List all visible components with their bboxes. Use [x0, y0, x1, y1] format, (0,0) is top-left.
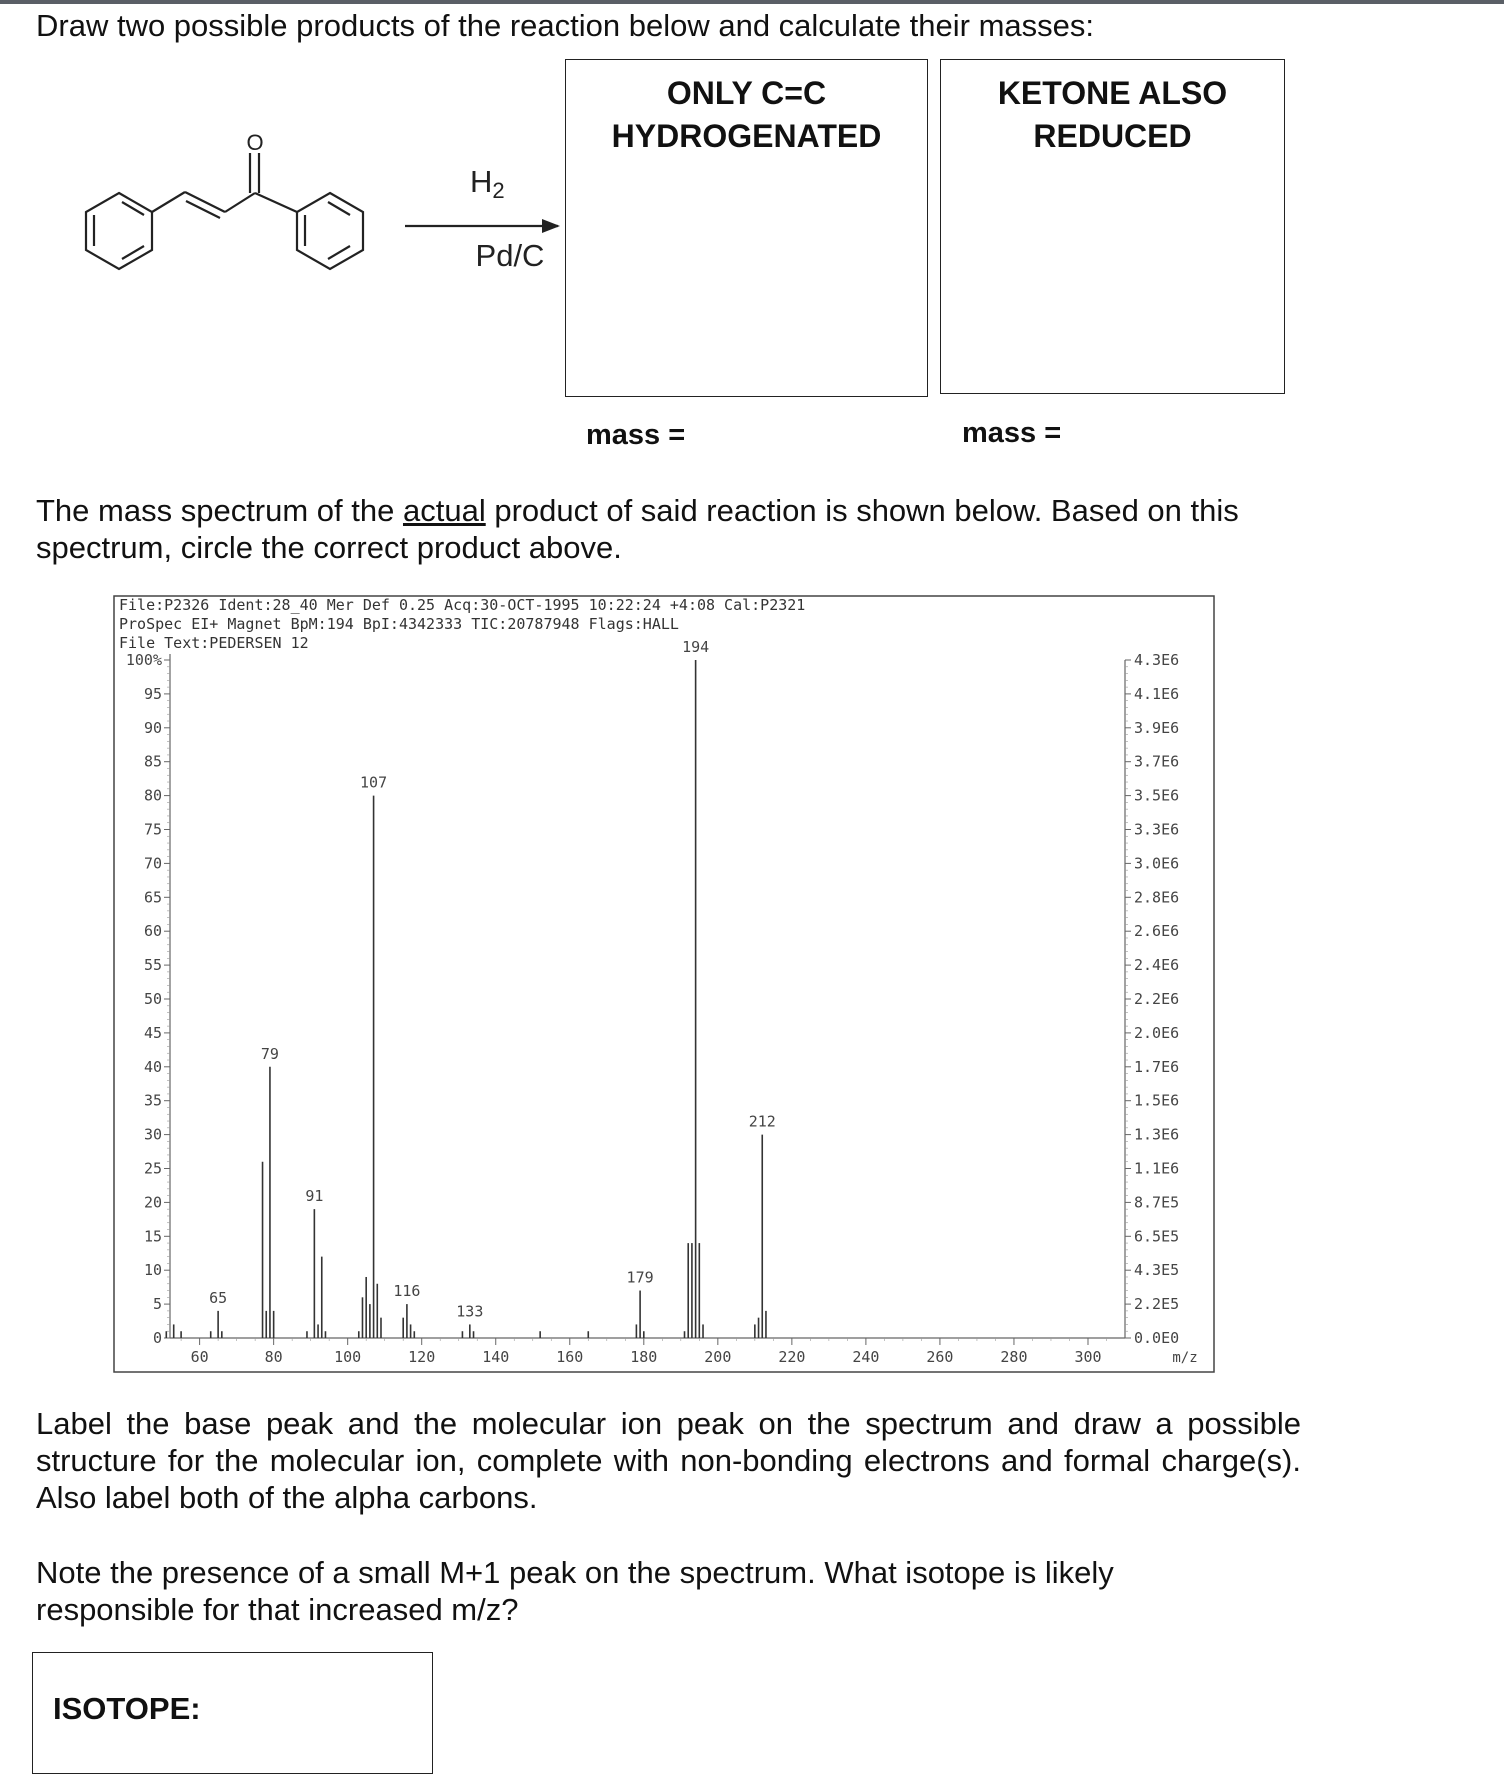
- y-tick-label: 95: [143, 684, 162, 703]
- peak-label-91: 91: [305, 1187, 324, 1206]
- underlined-word-actual: actual: [402, 493, 486, 528]
- peak-label-194: 194: [682, 638, 710, 656]
- oxygen-atom-label: O: [246, 130, 264, 155]
- reagent-h2: H2: [470, 164, 505, 203]
- isotope-label: ISOTOPE:: [53, 1691, 201, 1726]
- peak-label-107: 107: [360, 773, 388, 792]
- reagent-catalyst: Pd/C: [475, 238, 545, 273]
- right-axis-label: 1.3E6: [1134, 1125, 1180, 1144]
- y-tick-label: 60: [143, 922, 162, 941]
- right-axis-label: 2.4E6: [1134, 956, 1180, 975]
- question-reaction-products: Draw two possible products of the reaction below and calculate their masses:: [36, 8, 1094, 43]
- y-tick-label: 55: [143, 956, 162, 975]
- right-axis-label: 1.1E6: [1134, 1159, 1180, 1178]
- right-axis-label: 4.3E6: [1134, 651, 1180, 669]
- right-axis-label: 3.7E6: [1134, 752, 1180, 771]
- y-tick-label: 30: [143, 1125, 162, 1144]
- right-axis-label: 6.5E5: [1134, 1227, 1180, 1246]
- isotope-answer-box[interactable]: [32, 1652, 433, 1774]
- y-tick-label: 70: [143, 854, 162, 873]
- x-tick-label: 200: [704, 1348, 732, 1366]
- y-tick-label: 35: [143, 1091, 162, 1110]
- y-tick-label: 20: [143, 1193, 162, 1212]
- x-tick-label: 260: [926, 1348, 954, 1366]
- answer-box-ketone-reduced[interactable]: [940, 59, 1285, 394]
- right-axis-label: 1.7E6: [1134, 1057, 1180, 1076]
- y-tick-label: 15: [143, 1227, 162, 1246]
- box-label-only-cc: ONLY C=C HYDROGENATED: [611, 75, 882, 154]
- reaction-scheme: [40, 120, 560, 300]
- peak-label-65: 65: [209, 1288, 228, 1307]
- x-tick-label: 220: [778, 1348, 806, 1366]
- x-tick-label: 80: [264, 1348, 283, 1366]
- mass-label-product-1: mass =: [586, 419, 686, 451]
- peak-label-79: 79: [260, 1044, 279, 1063]
- right-axis-label: 3.0E6: [1134, 854, 1180, 873]
- y-tick-label: 75: [143, 820, 162, 839]
- y-tick-label: 85: [143, 752, 162, 771]
- x-tick-label: 240: [852, 1348, 880, 1366]
- molecular-ion-instructions: Label the base peak and the molecular ion peak on the spectrum and draw a possible structure for the molecular ion, complete with non-bonding electrons and formal charge(s). Also label both of the alpha carbons.: [36, 1406, 1301, 1515]
- x-tick-label: 120: [408, 1348, 436, 1366]
- arrowhead-icon: [542, 219, 560, 233]
- y-tick-label: 50: [143, 990, 162, 1008]
- y-tick-label: 45: [143, 1023, 162, 1042]
- peak-label-179: 179: [626, 1268, 654, 1287]
- spectrum-instructions: The mass spectrum of the actual product of said reaction is shown below. Based on this spectrum, circle the correct product above.: [36, 493, 1239, 565]
- right-axis-label: 3.9E6: [1134, 718, 1180, 737]
- window-top-border: [0, 0, 1504, 4]
- mass-label-product-2: mass =: [962, 417, 1062, 449]
- right-axis-label: 1.5E6: [1134, 1091, 1180, 1110]
- spectrum-header-line2: ProSpec EI+ Magnet BpM:194 BpI:4342333 TIC:20787948 Flags:HALL: [119, 615, 679, 633]
- right-axis-label: 2.0E6: [1134, 1023, 1180, 1042]
- x-axis-title: m/z: [1172, 1350, 1198, 1366]
- right-axis-label: 2.6E6: [1134, 922, 1180, 941]
- peak-label-133: 133: [456, 1302, 484, 1321]
- x-tick-label: 300: [1074, 1348, 1102, 1366]
- x-tick-label: 60: [190, 1348, 209, 1366]
- y-tick-label: 5: [152, 1295, 162, 1314]
- peak-label-116: 116: [393, 1282, 421, 1301]
- y-tick-label: 80: [143, 786, 162, 805]
- right-axis-label: 3.3E6: [1134, 820, 1180, 839]
- x-tick-label: 180: [630, 1348, 658, 1366]
- y-tick-label: 0: [152, 1329, 162, 1347]
- right-axis-label: 2.2E5: [1134, 1295, 1180, 1314]
- right-axis-label: 0.0E0: [1134, 1329, 1180, 1347]
- peak-label-212: 212: [748, 1112, 776, 1131]
- spectrum-header-line1: File:P2326 Ident:28_40 Mer Def 0.25 Acq:30-OCT-1995 10:22:24 +4:08 Cal:P2321: [119, 596, 806, 614]
- y-tick-label: 100%: [125, 651, 162, 669]
- right-axis-label: 2.8E6: [1134, 888, 1180, 907]
- spectrum-header-line3: File Text:PEDERSEN 12: [119, 634, 309, 652]
- x-tick-label: 100: [334, 1348, 362, 1366]
- right-axis-label: 2.2E6: [1134, 990, 1180, 1008]
- right-axis-label: 4.3E5: [1134, 1261, 1180, 1280]
- right-axis-label: 8.7E5: [1134, 1193, 1180, 1212]
- y-tick-label: 40: [143, 1057, 162, 1076]
- y-tick-label: 10: [143, 1261, 162, 1280]
- answer-box-c-c-hydrogenated[interactable]: [565, 59, 928, 397]
- spectrum-frame: [114, 596, 1214, 1372]
- isotope-question: Note the presence of a small M+1 peak on the spectrum. What isotope is likely responsible for that increased m/z?: [36, 1555, 1114, 1627]
- y-tick-label: 65: [143, 888, 162, 907]
- x-tick-label: 160: [556, 1348, 584, 1366]
- box-label-ketone: KETONE ALSO REDUCED: [997, 75, 1228, 154]
- y-tick-label: 25: [143, 1159, 162, 1178]
- y-tick-label: 90: [143, 718, 162, 737]
- x-tick-label: 140: [482, 1348, 510, 1366]
- x-tick-label: 280: [1000, 1348, 1028, 1366]
- right-axis-label: 3.5E6: [1134, 786, 1180, 805]
- starting-material-structure: [86, 153, 363, 269]
- right-axis-label: 4.1E6: [1134, 684, 1180, 703]
